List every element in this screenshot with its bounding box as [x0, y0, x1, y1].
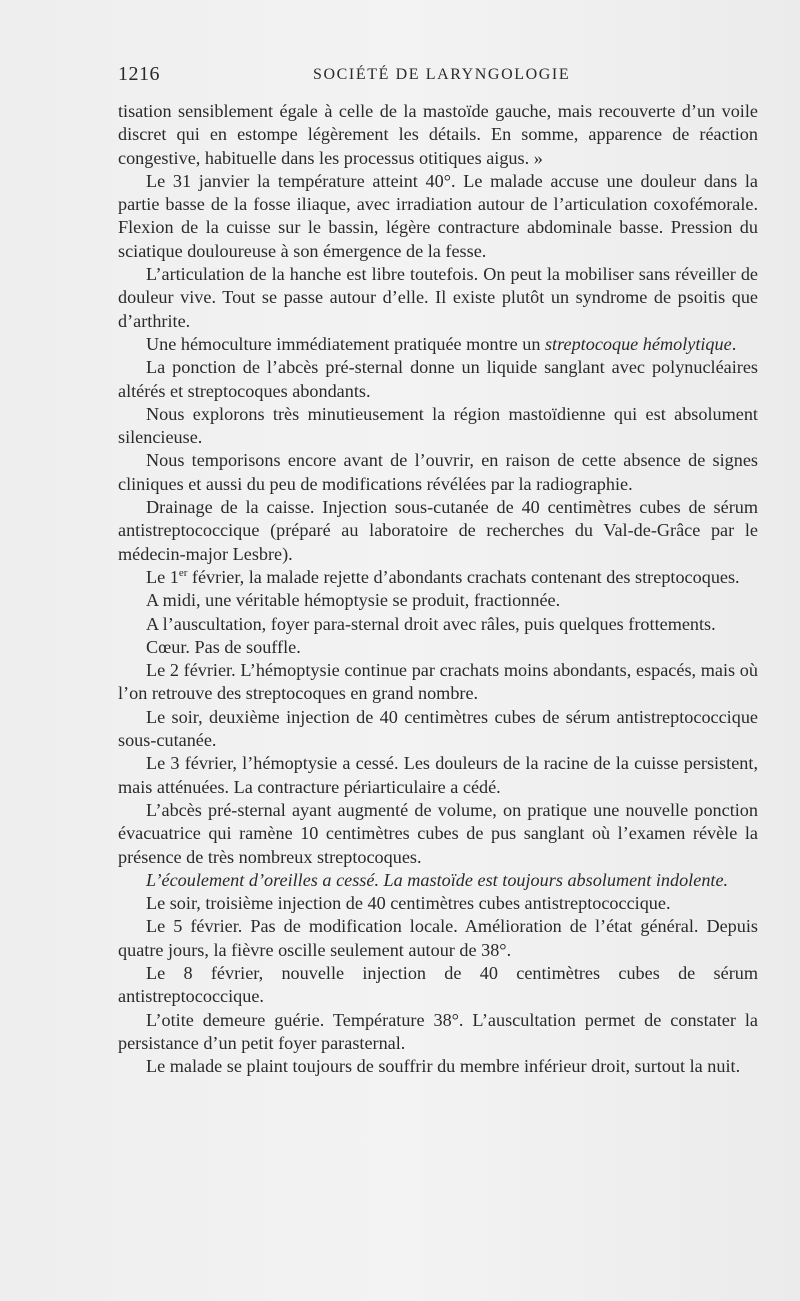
- paragraph-text: février, la malade rejette d’abondants crachats contenant des streptocoques.: [187, 566, 740, 587]
- italic-term: streptocoque hémolytique: [544, 333, 732, 354]
- paragraph: Nous explorons très minutieusement la région mastoïdienne qui est absolument silencieuse.: [118, 403, 758, 448]
- paragraph-text: Une hémoculture immédiatement pratiquée montre un: [146, 333, 545, 354]
- paragraph: L’abcès pré-sternal ayant augmenté de volume, on pratique une nouvelle ponction évacuatrice qui ramène 10 centimètres cubes de pus sanglant où l’examen révèle la présence de très nombreux streptocoques.: [118, 799, 758, 867]
- paragraph: [118, 869, 758, 892]
- superscript: er: [178, 566, 188, 579]
- paragraph: L’articulation de la hanche est libre toutefois. On peut la mobiliser sans réveiller de douleur vive. Tout se passe autour d’elle. Il existe plutôt un syndrome de psoitis que d’arthrite.: [118, 264, 758, 331]
- running-head: SOCIÉTÉ DE LARYNGOLOGIE: [313, 66, 571, 83]
- paragraph-text: .: [731, 333, 737, 354]
- italic-paragraph: L’écoulement d’oreilles a cessé. La mastoïde est toujours absolument indolente.: [146, 869, 729, 890]
- paragraph: [118, 566, 758, 589]
- paragraph: Le 8 février, nouvelle injection de 40 centimètres cubes de sérum antistreptococcique.: [118, 962, 758, 1007]
- paragraph: Le soir, troisième injection de 40 centimètres cubes antistreptococcique.: [146, 893, 671, 914]
- paragraph: Le 5 février. Pas de modification locale. Amélioration de l’état général. Depuis quatre jours, la fièvre oscille seulement autour de 38°.: [118, 916, 758, 960]
- page-number: 1216: [118, 63, 160, 85]
- paragraph: Le 3 février, l’hémoptysie a cessé. Les douleurs de la racine de la cuisse persistent, mais atténuées. La contracture périarticulaire a cédé.: [118, 753, 758, 797]
- paragraph: A midi, une véritable hémoptysie se produit, fractionnée.: [146, 590, 561, 611]
- body-text: [118, 100, 758, 1078]
- paragraph: Cœur. Pas de souffle.: [146, 636, 301, 657]
- paragraph: [118, 333, 758, 356]
- paragraph: La ponction de l’abcès pré-sternal donne un liquide sanglant avec polynucléaires altérés et streptocoques abondants.: [118, 357, 758, 401]
- paragraph: A l’auscultation, foyer para-sternal droit avec râles, puis quelques frottements.: [146, 613, 716, 634]
- paragraph: Le soir, deuxième injection de 40 centimètres cubes de sérum antistreptococcique sous-cutanée.: [118, 706, 758, 751]
- page-header: [118, 63, 718, 93]
- paragraph-text: Le 1: [146, 566, 179, 587]
- paragraph: Le 31 janvier la température atteint 40°. Le malade accuse une douleur dans la partie basse de la fosse iliaque, avec irradiation autour de l’articulation coxofémorale. Flexion de la cuisse sur le bassin, légère contracture abdominale basse. Pression du sciatique douloureuse à son émergence de la fesse.: [118, 170, 758, 261]
- paragraph: Nous temporisons encore avant de l’ouvrir, en raison de cette absence de signes cliniques et aussi du peu de modifications révélées par la radiographie.: [118, 450, 758, 494]
- paragraph: Drainage de la caisse. Injection sous-cutanée de 40 centimètres cubes de sérum antistreptococcique (préparé au laboratoire de recherches du Val-de-Grâce par le médecin-major Lesbre).: [118, 497, 758, 564]
- paragraph: L’otite demeure guérie. Température 38°. L’auscultation permet de constater la persistance d’un petit foyer parasternal.: [118, 1009, 758, 1053]
- paragraph: Le malade se plaint toujours de souffrir du membre inférieur droit, surtout la nuit.: [146, 1056, 741, 1077]
- paragraph: tisation sensiblement égale à celle de la mastoïde gauche, mais recouverte d’un voile discret qui en estompe légèrement les détails. En somme, apparence de réaction congestive, habituelle dans les processus otitiques aigus. »: [118, 101, 758, 168]
- paragraph: Le 2 février. L’hémoptysie continue par crachats moins abondants, espacés, mais où l’on retrouve des streptocoques en grand nombre.: [118, 660, 758, 704]
